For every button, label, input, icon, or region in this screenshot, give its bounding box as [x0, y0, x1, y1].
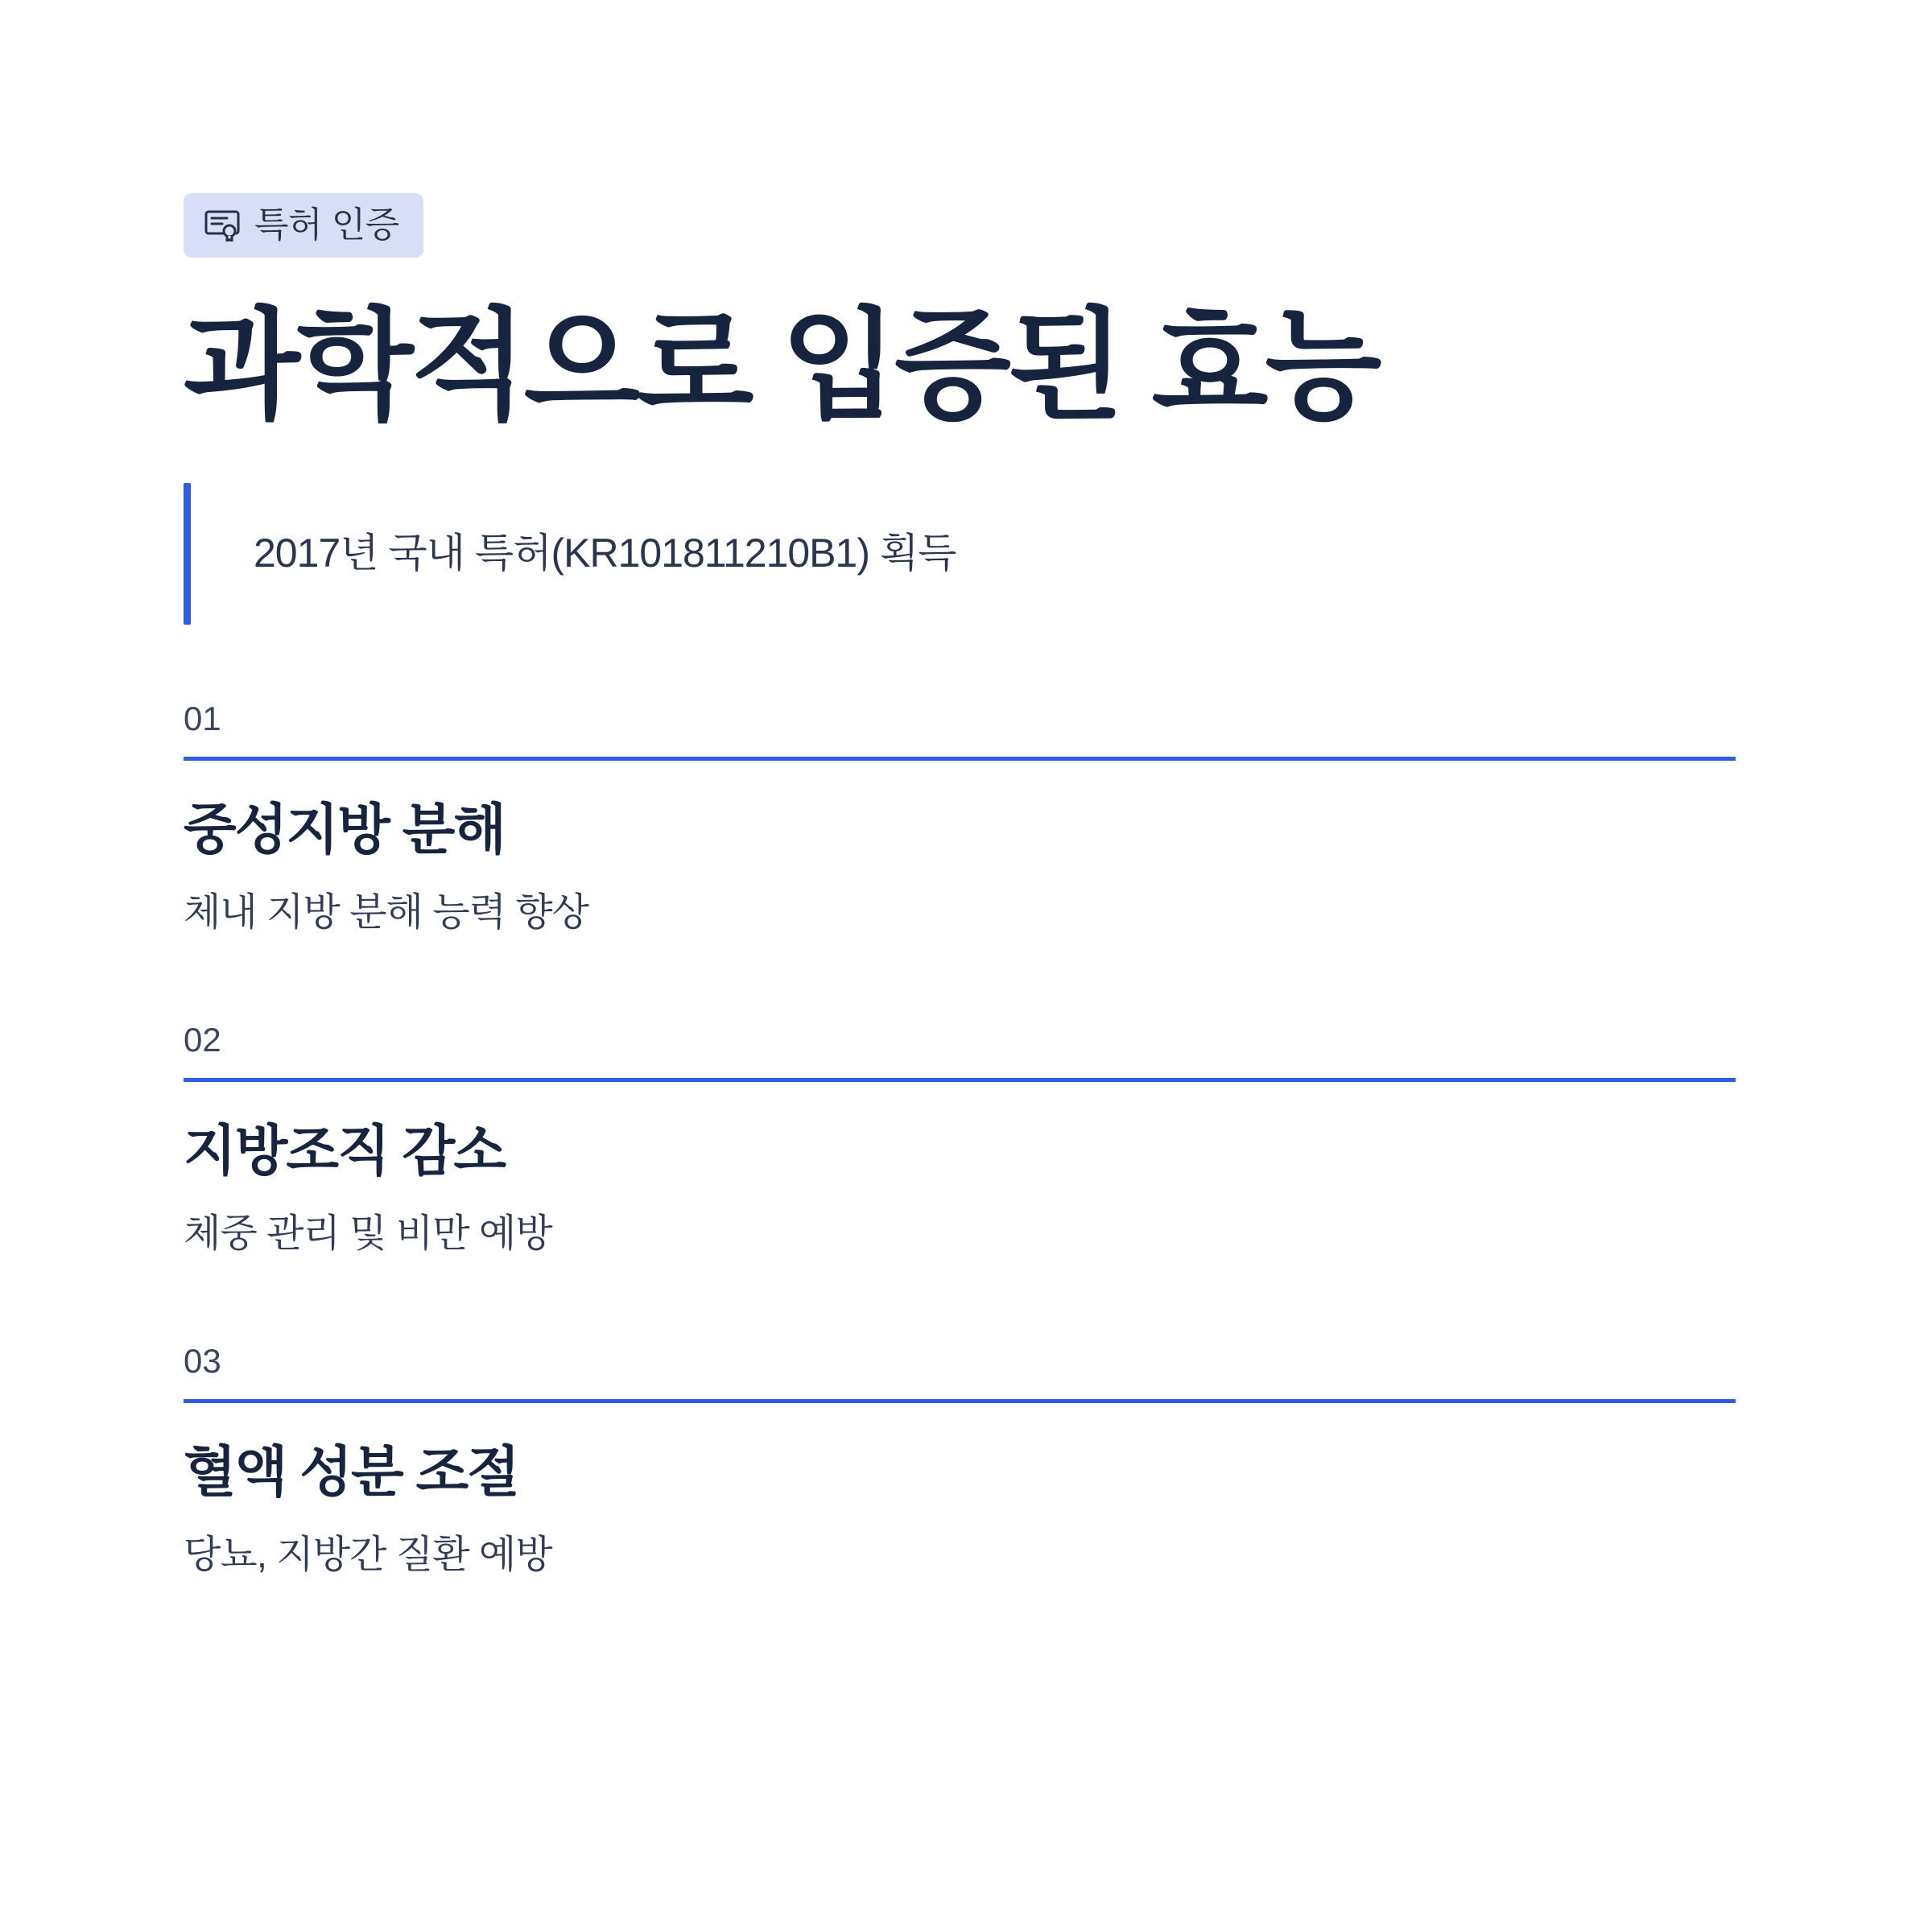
content-column: [184, 193, 1761, 1580]
status-badge: [184, 193, 423, 258]
list-item: [184, 1341, 1736, 1580]
item-description: 당뇨, 지방간 질환 예방: [184, 1533, 552, 1576]
item-title: 지방조직 감소: [184, 1120, 506, 1182]
item-divider: [184, 1078, 1736, 1082]
patent-callout: [184, 483, 1761, 625]
list-item: [184, 1020, 1736, 1259]
item-title: 중성지방 분해: [184, 799, 506, 861]
callout-accent-bar: [184, 483, 191, 625]
callout-text: 2017년 국내 특허(KR101811210B1) 획득: [254, 530, 956, 576]
item-number: 02: [184, 1020, 221, 1059]
item-number: 03: [184, 1341, 221, 1380]
status-badge-label: 특허 인증: [254, 205, 399, 245]
list-item: [184, 702, 1736, 938]
item-divider: [184, 757, 1736, 761]
item-description: 체중 관리 및 비만 예방: [184, 1212, 552, 1255]
page-title: 과학적으로 입증된 효능: [184, 298, 1379, 433]
patent-certificate-icon: [204, 209, 242, 242]
item-description: 체내 지방 분해 능력 향상: [184, 890, 589, 934]
item-number: 01: [184, 700, 221, 737]
item-title: 혈액 성분 조절: [184, 1441, 518, 1503]
item-divider: [184, 1399, 1736, 1403]
